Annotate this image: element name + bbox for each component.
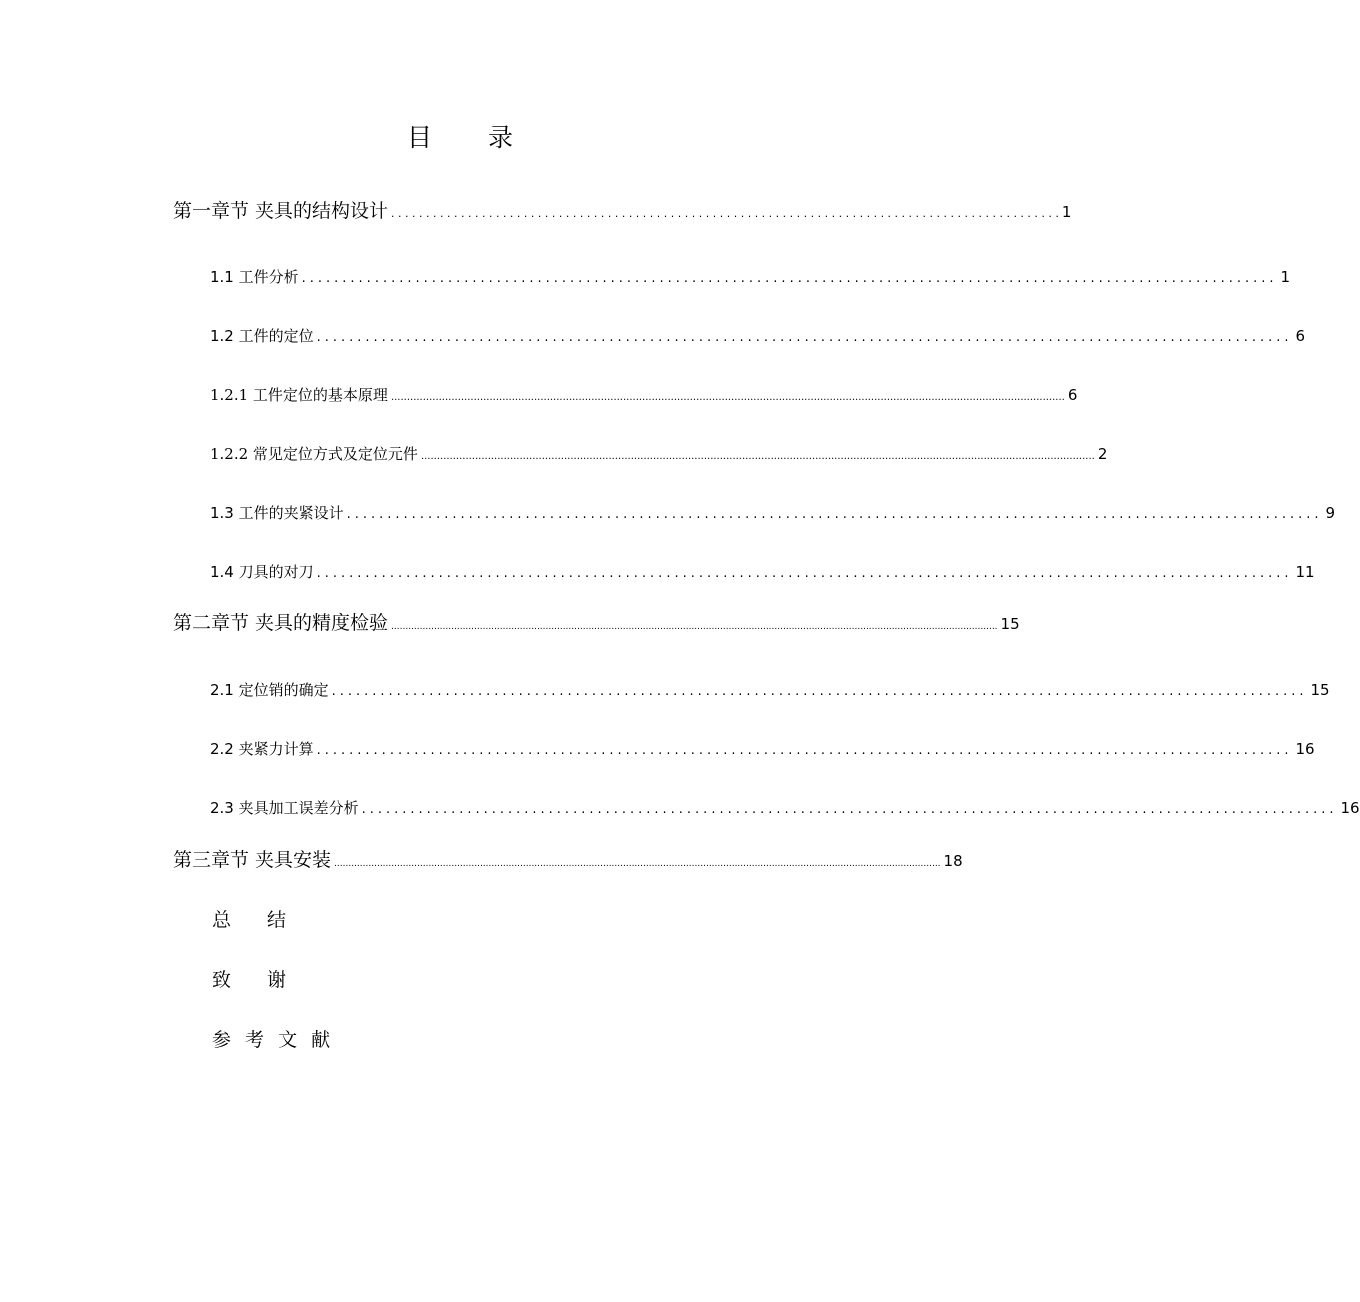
toc-entry-page: 1 <box>1280 268 1291 286</box>
toc-entry-page: 15 <box>1000 615 1020 633</box>
toc-entry-label: 2.2 夹紧力计算 <box>210 740 314 758</box>
toc-entry-page: 16 <box>1295 740 1315 758</box>
toc-entry-label: 第三章节 夹具安装 <box>173 849 332 871</box>
toc-entry-subsection-1-2-2[interactable] <box>210 443 1108 464</box>
toc-entry-page: 6 <box>1295 327 1306 345</box>
dot-leader: .................................................................................................................................................................................................................... <box>420 451 1095 462</box>
toc-entry-page: 9 <box>1325 504 1336 522</box>
dot-leader: .................................................................................................................................................................................................................... <box>391 622 998 632</box>
toc-entry-label: 2.1 定位销的确定 <box>210 681 329 699</box>
toc-entry-label: 1.2.1 工件定位的基本原理 <box>210 386 388 404</box>
toc-entry-section-1-1[interactable] <box>210 266 1291 287</box>
toc-entry-label: 第二章节 夹具的精度检验 <box>173 612 389 634</box>
toc-entry-chapter-3[interactable] <box>173 845 963 872</box>
toc-entry-section-1-2[interactable] <box>210 325 1306 346</box>
toc-entry-page: 16 <box>1340 799 1360 817</box>
dot-leader: ........................................................................................................................ <box>331 684 1308 699</box>
toc-entry-page: 1 <box>1061 203 1072 221</box>
toc-entry-section-2-3[interactable] <box>210 797 1360 818</box>
toc-entry-section-2-2[interactable] <box>210 738 1315 759</box>
toc-entry-label: 1.1 工件分析 <box>210 268 299 286</box>
toc-entry-label: 2.3 夹具加工误差分析 <box>210 799 359 817</box>
dot-leader: ........................................................................................................................ <box>316 330 1293 345</box>
dot-leader: ........................................................................................................................ <box>301 271 1278 286</box>
toc-entry-section-1-3[interactable] <box>210 502 1336 523</box>
toc-entry-label: 1.3 工件的夹紧设计 <box>210 504 344 522</box>
dot-leader: .................................................................................................................................................................................................................... <box>334 859 941 869</box>
toc-entry-label: 第一章节 夹具的结构设计 <box>173 200 389 222</box>
dot-leader: ........................................................................................................................ <box>316 566 1293 581</box>
toc-entry-page: 18 <box>943 852 963 870</box>
toc-entry-label: 1.4 刀具的对刀 <box>210 563 314 581</box>
toc-entry-references[interactable]: 参 考 文 献 <box>212 1029 331 1051</box>
dot-leader: ........................................................................................................................ <box>346 507 1323 522</box>
dot-leader: .................................................................................................................................................................................................................... <box>390 392 1065 403</box>
toc-entry-summary[interactable]: 总 结 <box>212 909 287 931</box>
toc-entry-section-2-1[interactable] <box>210 679 1330 700</box>
toc-entry-chapter-2[interactable] <box>173 608 1020 635</box>
toc-entry-section-1-4[interactable] <box>210 561 1315 582</box>
dot-leader: . . . . . . . . . . . . . . . . . . . . . . . . . . . . . . . . . . . . . . . . . . . . . . . . . . . . . . . . . . . . . . . . . . . . . . . . . . . . . . . . . . . . . . . . . . . . . . . . <box>391 207 1059 220</box>
toc-entry-acknowledgements[interactable]: 致 谢 <box>212 969 287 991</box>
dot-leader: ........................................................................................................................ <box>361 802 1338 817</box>
toc-entry-page: 6 <box>1067 386 1078 404</box>
toc-entry-label: 1.2 工件的定位 <box>210 327 314 345</box>
toc-entry-chapter-1[interactable] <box>173 196 1072 223</box>
toc-entry-page: 15 <box>1310 681 1330 699</box>
toc-entry-label: 1.2.2 常见定位方式及定位元件 <box>210 445 418 463</box>
toc-entry-page: 11 <box>1295 563 1315 581</box>
toc-title: 目 录 <box>407 123 537 152</box>
dot-leader: ........................................................................................................................ <box>316 743 1293 758</box>
toc-entry-subsection-1-2-1[interactable] <box>210 384 1078 405</box>
toc-entry-page: 2 <box>1097 445 1108 463</box>
